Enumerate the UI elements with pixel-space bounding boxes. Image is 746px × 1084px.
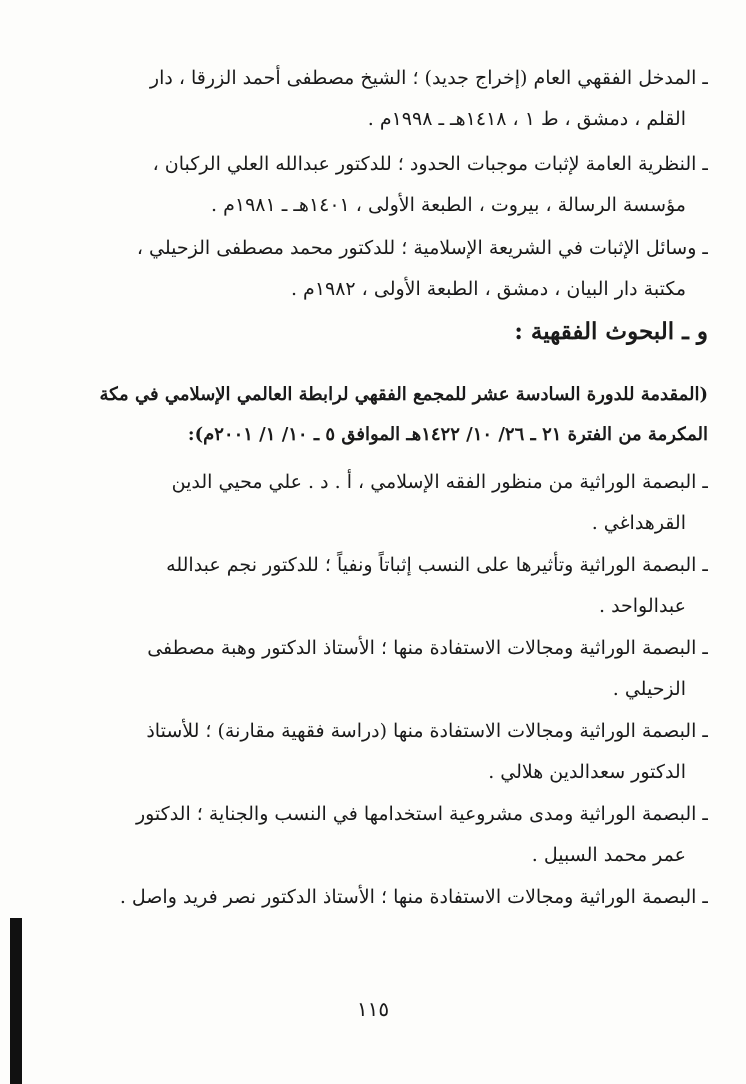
reference-entry xyxy=(36,545,708,627)
reference-line-continued: مكتبة دار البيان ، دمشق ، الطبعة الأولى ، ١٩٨٢م . xyxy=(290,278,686,300)
reference-line: ـ البصمة الوراثية ومجالات الاستفادة منها ؛ الأستاذ الدكتور وهبة مصطفى xyxy=(147,637,708,659)
reference-line-continued: عمر محمد السبيل . xyxy=(531,844,686,866)
reference-entry xyxy=(36,144,708,226)
reference-line-continued: عبدالواحد . xyxy=(598,595,686,617)
reference-entry xyxy=(36,628,708,710)
section-heading: و ـ البحوث الفقهية : xyxy=(514,318,708,345)
intro-line: المكرمة من الفترة ٢١ ـ ٢٦/ ١٠/ ١٤٢٢هـ الموافق ٥ ـ ١٠/ ١/ ٢٠٠١م): xyxy=(187,424,708,445)
intro-line: (المقدمة للدورة السادسة عشر للمجمع الفقهي لرابطة العالمي الإسلامي في مكة xyxy=(99,384,708,405)
reference-line: ـ البصمة الوراثية ومجالات الاستفادة منها ؛ الأستاذ الدكتور نصر فريد واصل . xyxy=(119,886,708,908)
reference-entry xyxy=(36,58,708,140)
reference-line: ـ المدخل الفقهي العام (إخراج جديد) ؛ الشيخ مصطفى أحمد الزرقا ، دار xyxy=(149,67,708,89)
page-number: ١١٥ xyxy=(356,997,390,1021)
reference-entry xyxy=(36,462,708,544)
section-intro xyxy=(36,375,708,455)
reference-line-continued: القلم ، دمشق ، ط ١ ، ١٤١٨هـ ـ ١٩٩٨م . xyxy=(367,108,686,130)
reference-entry xyxy=(36,228,708,310)
reference-line: ـ البصمة الوراثية وتأثيرها على النسب إثباتاً ونفياً ؛ للدكتور نجم عبدالله xyxy=(166,554,708,576)
scan-edge-shadow xyxy=(10,918,22,1084)
reference-entry xyxy=(36,877,708,918)
reference-entry xyxy=(36,711,708,793)
reference-line: ـ البصمة الوراثية ومجالات الاستفادة منها (دراسة فقهية مقارنة) ؛ للأستاذ xyxy=(146,720,708,742)
reference-line: ـ وسائل الإثبات في الشريعة الإسلامية ؛ للدكتور محمد مصطفى الزحيلي ، xyxy=(136,237,708,259)
reference-line: ـ النظرية العامة لإثبات موجبات الحدود ؛ للدكتور عبدالله العلي الركبان ، xyxy=(152,153,708,175)
reference-line-continued: مؤسسة الرسالة ، بيروت ، الطبعة الأولى ، ١٤٠١هـ ـ ١٩٨١م . xyxy=(211,194,686,216)
reference-line-continued: القرهداغي . xyxy=(591,512,686,534)
reference-line: ـ البصمة الوراثية ومدى مشروعية استخدامها في النسب والجناية ؛ الدكتور xyxy=(135,803,708,825)
reference-line-continued: الزحيلي . xyxy=(612,678,686,700)
reference-entry xyxy=(36,794,708,876)
reference-line: ـ البصمة الوراثية من منظور الفقه الإسلامي ، أ . د . علي محيي الدين xyxy=(171,471,708,493)
reference-line-continued: الدكتور سعدالدين هلالي . xyxy=(488,761,686,783)
